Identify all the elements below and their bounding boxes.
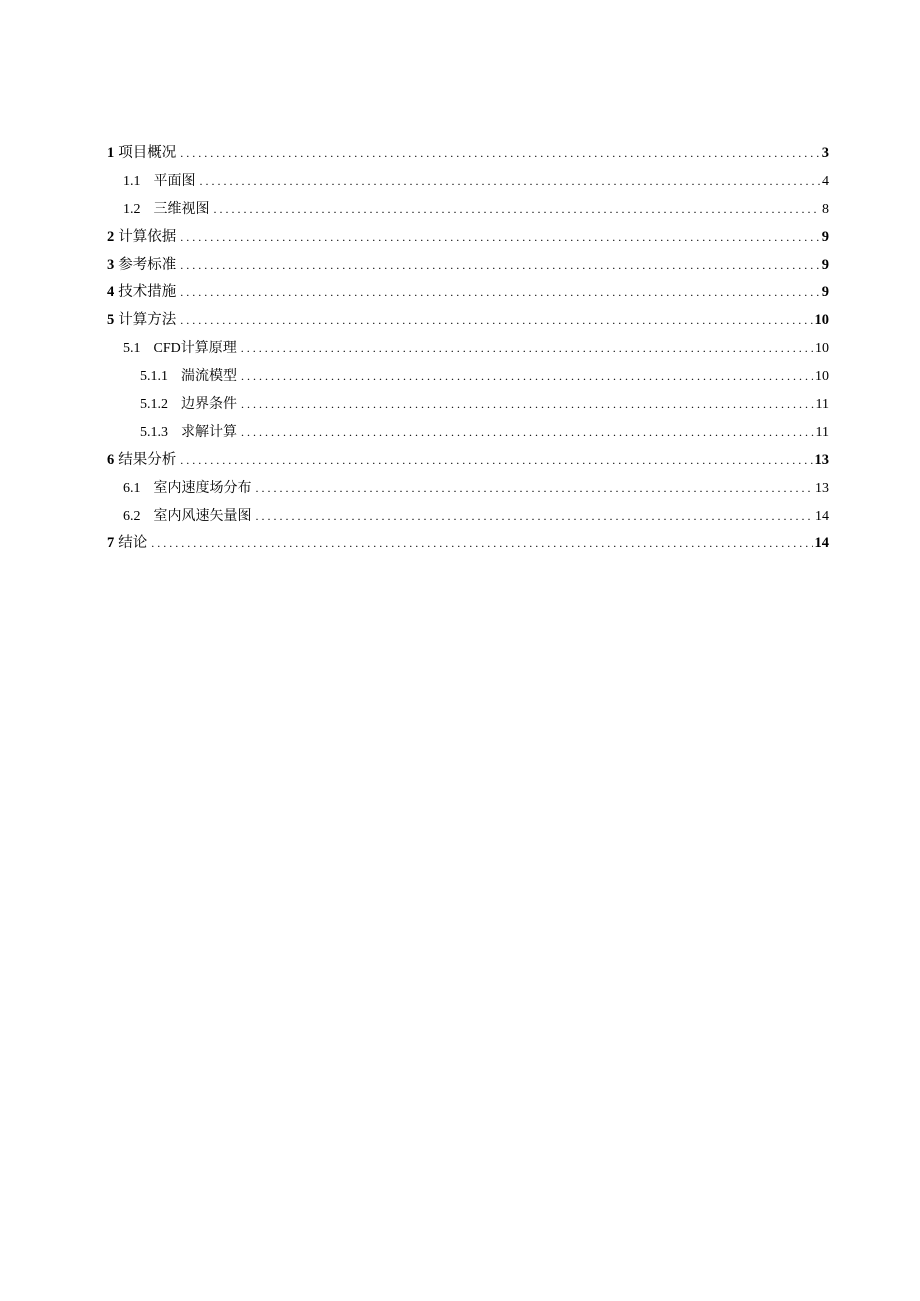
toc-entry-page: 9: [821, 256, 829, 273]
dot-leader: [241, 363, 813, 391]
toc-entry-number: 1.2: [123, 201, 141, 217]
toc-entry-5-1-3[interactable]: [107, 419, 829, 447]
dot-leader: [180, 279, 820, 307]
toc-entry-number: 2: [107, 228, 115, 245]
dot-leader: [180, 252, 820, 280]
dot-leader: [200, 168, 821, 196]
toc-entry-page: 13: [815, 480, 829, 496]
toc-entry-title: CFD计算原理: [153, 341, 237, 357]
toc-entry-title: 室内风速矢量图: [153, 508, 252, 524]
toc-entry-2[interactable]: [107, 224, 829, 252]
toc-entry-page: 13: [814, 451, 829, 468]
toc-entry-number: 4: [107, 284, 115, 301]
toc-entry-1-2[interactable]: [107, 196, 829, 224]
dot-leader: [241, 335, 813, 363]
toc-entry-3[interactable]: [107, 252, 829, 280]
toc-entry-4[interactable]: [107, 279, 829, 307]
toc-entry-number: 6.1: [123, 480, 141, 496]
dot-leader: [180, 224, 820, 252]
dot-leader: [180, 307, 812, 335]
dot-leader: [214, 196, 821, 224]
dot-leader: [151, 530, 812, 558]
toc-entry-title: 湍流模型: [181, 369, 237, 385]
toc-entry-5-1-1[interactable]: [107, 363, 829, 391]
toc-entry-number: 5.1: [123, 341, 141, 357]
toc-entry-7[interactable]: [107, 530, 829, 558]
toc-entry-page: 4: [822, 173, 829, 189]
toc-entry-6-2[interactable]: [107, 503, 829, 531]
toc-entry-number: 5: [107, 312, 115, 329]
toc-entry-number: 5.1.1: [140, 369, 168, 385]
toc-entry-page: 10: [815, 341, 829, 357]
toc-entry-1[interactable]: [107, 140, 829, 168]
dot-leader: [180, 447, 812, 475]
table-of-contents: [107, 140, 829, 558]
toc-entry-page: 10: [815, 369, 829, 385]
toc-entry-title: 项目概况: [118, 145, 177, 161]
toc-entry-number: 6.2: [123, 508, 141, 524]
toc-entry-title: 计算依据: [118, 228, 177, 245]
toc-entry-page: 3: [821, 145, 829, 161]
toc-entry-title: 技术措施: [118, 284, 177, 301]
toc-entry-title: 边界条件: [181, 397, 237, 413]
toc-entry-number: 3: [107, 256, 115, 273]
toc-entry-number: 5.1.3: [140, 424, 168, 440]
toc-entry-title: 求解计算: [181, 424, 237, 440]
toc-entry-page: 9: [821, 284, 829, 301]
toc-entry-6-1[interactable]: [107, 475, 829, 503]
toc-entry-page: 8: [822, 201, 829, 217]
toc-entry-title: 平面图: [153, 173, 196, 189]
toc-entry-page: 14: [815, 508, 829, 524]
toc-entry-title: 结果分析: [118, 451, 177, 468]
toc-entry-page: 9: [821, 228, 829, 245]
toc-entry-number: 1: [107, 145, 115, 161]
toc-entry-6[interactable]: [107, 447, 829, 475]
toc-entry-1-1[interactable]: [107, 168, 829, 196]
dot-leader: [256, 503, 814, 531]
toc-entry-5[interactable]: [107, 307, 829, 335]
toc-entry-title: 计算方法: [118, 312, 177, 329]
dot-leader: [256, 475, 814, 503]
toc-entry-number: 1.1: [123, 173, 141, 189]
toc-entry-page: 11: [815, 397, 829, 413]
dot-leader: [241, 391, 814, 419]
toc-entry-number: 5.1.2: [140, 397, 168, 413]
toc-entry-title: 参考标准: [118, 256, 177, 273]
dot-leader: [180, 140, 820, 168]
toc-entry-5-1[interactable]: [107, 335, 829, 363]
toc-entry-page: 11: [815, 424, 829, 440]
toc-entry-title: 室内速度场分布: [153, 480, 252, 496]
toc-entry-page: 14: [814, 535, 829, 552]
toc-entry-5-1-2[interactable]: [107, 391, 829, 419]
toc-entry-page: 10: [814, 312, 829, 329]
toc-entry-title: 结论: [118, 535, 148, 552]
toc-entry-number: 7: [107, 535, 115, 552]
dot-leader: [241, 419, 814, 447]
toc-entry-title: 三维视图: [153, 201, 210, 217]
toc-entry-number: 6: [107, 451, 115, 468]
